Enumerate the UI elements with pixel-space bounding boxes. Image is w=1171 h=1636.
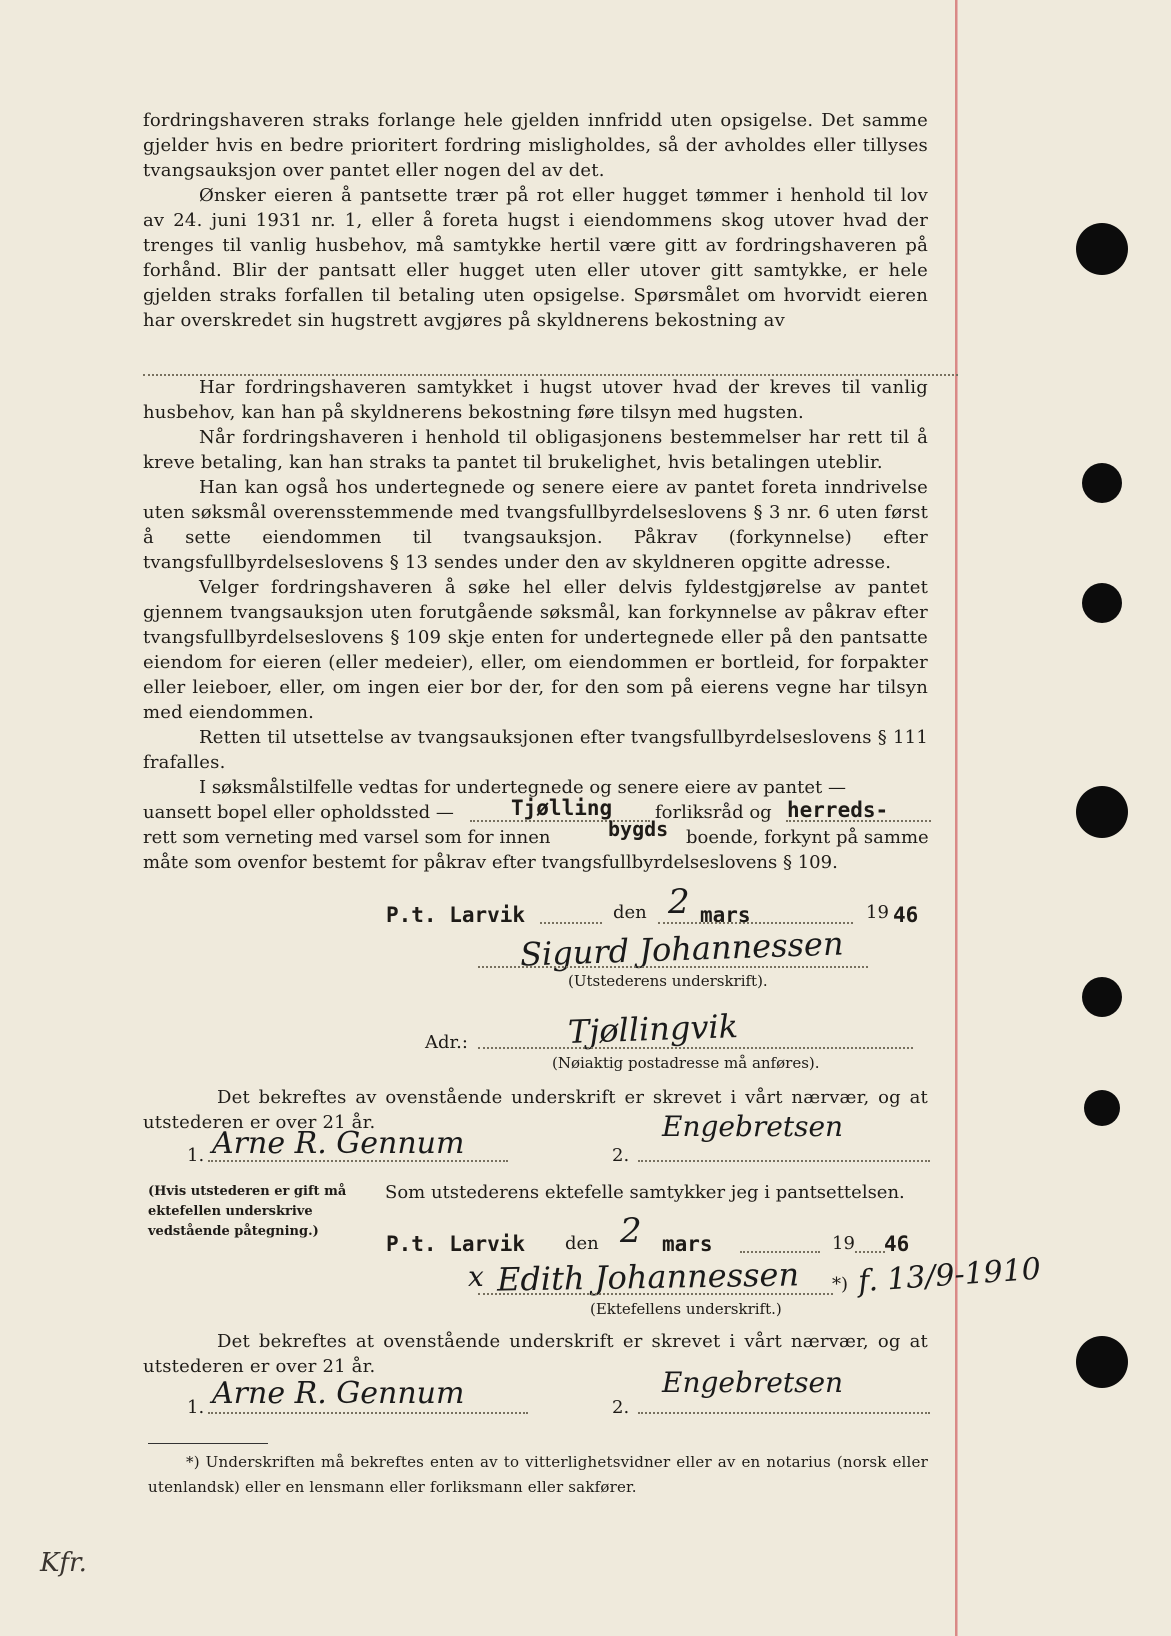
address-handwritten: Tjøllingvik bbox=[567, 1007, 739, 1051]
paragraph-2: Ønsker eieren å pantsette trær på rot eller hugget tømmer i henhold til lov av 24. juni 1931 nr. 1, eller å foreta hugst i eiendommens skog utover hvad der trenges til vanlig husbehov, må samtykke hertil være gitt av fordringshaveren på forhånd. Blir der pantsatt eller hugget uten eller utover gitt samtykke, er hele gjelden straks forfallen til betaling uten opsigelse. Spørsmålet om hvorvidt eieren har overskredet sin hugstrett avgjøres på skyldnerens bekostning av bbox=[143, 185, 928, 331]
dotted-rule-12 bbox=[478, 1293, 833, 1295]
stamp-bygds: bygds bbox=[608, 817, 669, 841]
witness-4-number: 2. bbox=[612, 1397, 630, 1418]
witness-1-signature: Arne R. Gennum bbox=[212, 1126, 465, 1161]
x-mark: x bbox=[468, 1260, 484, 1293]
paragraph-8-line-3a: rett som verneting med varsel som for innen bbox=[143, 827, 551, 848]
paragraph-8-line-2b: forliksråd og bbox=[655, 802, 772, 823]
footnote-rule bbox=[148, 1443, 268, 1444]
owner-signature: Sigurd Johannessen bbox=[519, 924, 845, 974]
witness-1-number: 1. bbox=[187, 1145, 205, 1166]
place-stamp-1: P.t. Larvik bbox=[386, 903, 526, 927]
dotted-rule-7 bbox=[478, 1047, 913, 1049]
punch-hole-3 bbox=[1082, 583, 1122, 623]
star-marker: *) bbox=[832, 1274, 849, 1295]
address-label: Adr.: bbox=[425, 1032, 468, 1053]
punch-hole-2 bbox=[1082, 463, 1122, 503]
paragraph-3: Har fordringshaveren samtykket i hugst utover hvad der kreves til vanlig husbehov, kan han på skyldnerens bekostning føre tilsyn med hugsten. bbox=[143, 377, 928, 423]
dotted-rule-9 bbox=[638, 1160, 930, 1162]
dotted-rule-5 bbox=[658, 922, 853, 924]
paragraph-8-line-1: I søksmålstilfelle vedtas for undertegnede og senere eiere av pantet — bbox=[199, 777, 846, 798]
margin-line bbox=[955, 0, 958, 1636]
paragraph-8-line-2a: uansett bopel eller opholdssted — bbox=[143, 802, 454, 823]
corner-initials: Kfr. bbox=[40, 1548, 87, 1578]
witness-3-signature: Arne R. Gennum bbox=[212, 1376, 465, 1411]
stamp-tjolling: Tjølling bbox=[511, 796, 613, 820]
dotted-rule-4 bbox=[540, 922, 602, 924]
dotted-rule-14 bbox=[638, 1412, 930, 1414]
dotted-rule-11 bbox=[855, 1251, 885, 1253]
year-stamp-1: 46 bbox=[893, 903, 919, 927]
month-stamp-1: mars bbox=[700, 903, 751, 927]
dotted-rule-6 bbox=[478, 966, 868, 968]
punch-hole-6 bbox=[1084, 1090, 1120, 1126]
spouse-birth-date: f. 13/9-1910 bbox=[857, 1251, 1042, 1300]
witness-2-signature: Engebretsen bbox=[662, 1110, 844, 1143]
owner-signature-label: (Utstederens underskrift). bbox=[568, 972, 768, 990]
punch-hole-5 bbox=[1082, 977, 1122, 1017]
spouse-consent-text: Som utstederens ektefelle samtykker jeg i pantsettelsen. bbox=[385, 1182, 905, 1203]
witness-2-number: 2. bbox=[612, 1145, 630, 1166]
paragraph-4: Når fordringshaveren i henhold til obligasjonens bestemmelser har rett til å kreve betaling, kan han straks ta pantet til brukelighet, hvis betalingen uteblir. bbox=[143, 427, 928, 473]
paragraph-8-line-3b: boende, forkynt på samme bbox=[686, 827, 929, 848]
year-stamp-2: 46 bbox=[884, 1232, 910, 1256]
address-note-label: (Nøiaktig postadresse må anføres). bbox=[552, 1054, 820, 1072]
day-handwritten-1: 2 bbox=[668, 882, 690, 922]
paragraph-5: Han kan også hos undertegnede og senere eiere av pantet foreta inndrivelse uten søksmål overensstemmende med tvangsfullbyrdelseslovens § 3 nr. 6 uten først å sette eiendommen til tvangsauksjon. Påkrav (forkynnelse) efter tvangsfullbyrdelseslovens § 13 sendes under den av skyldneren opgitte adresse. bbox=[143, 477, 928, 573]
day-handwritten-2: 2 bbox=[620, 1211, 642, 1251]
witness-4-signature: Engebretsen bbox=[662, 1366, 844, 1399]
dotted-rule-13 bbox=[208, 1412, 528, 1414]
confirm-paragraph-1: Det bekreftes av ovenstående underskrift er skrevet i vårt nærvær, og at utstederen er over 21 år. bbox=[143, 1087, 928, 1133]
den-label-2: den bbox=[565, 1233, 599, 1254]
spouse-signature-label: (Ektefellens underskrift.) bbox=[590, 1300, 782, 1318]
punch-hole-1 bbox=[1076, 223, 1128, 275]
place-stamp-2: P.t. Larvik bbox=[386, 1232, 526, 1256]
paragraph-8-line-4: måte som ovenfor bestemt for påkrav efter tvangsfullbyrdelseslovens § 109. bbox=[143, 852, 838, 873]
witness-3-number: 1. bbox=[187, 1397, 205, 1418]
punch-hole-4 bbox=[1076, 786, 1128, 838]
punch-hole-7 bbox=[1076, 1336, 1128, 1388]
paragraph-6: Velger fordringshaveren å søke hel eller delvis fyldestgjørelse av pantet gjennem tvangsauksjon uten forutgående søksmål, kan forkynnelse av påkrav efter tvangsfullbyrdelseslovens § 109 skje enten for undertegnede eller på den pantsatte eiendom for eieren (eller medeier), eller, om eiendommen er bortleid, for forpakter eller leieboer, eller, om ingen eier bor der, for den som på eierens vegne har tilsyn med eiendommen. bbox=[143, 577, 928, 723]
footnote: *) Underskriften må bekreftes enten av to vitterlighetsvidner eller av en notarius (norsk eller utenlandsk) eller en lensmann eller forliksmann eller sakfører. bbox=[148, 1453, 928, 1496]
confirm-paragraph-2: Det bekreftes at ovenstående underskrift er skrevet i vårt nærvær, og at utstederen er over 21 år. bbox=[143, 1331, 928, 1377]
dotted-rule-10 bbox=[740, 1251, 820, 1253]
paragraph-7: Retten til utsettelse av tvangsauksjonen efter tvangsfullbyrdelseslovens § 111 frafalles. bbox=[143, 727, 928, 773]
year-prefix-1: 19 bbox=[866, 902, 889, 923]
paragraph-1: fordringshaveren straks forlange hele gjelden innfridd uten opsigelse. Det samme gjelder hvis en bedre prioritert fordring misligholdes, så der avholdes eller tillyses tvangsauksjon over pantet eller nogen del av det. bbox=[143, 110, 928, 181]
den-label-1: den bbox=[613, 902, 647, 923]
spouse-signature: Edith Johannessen bbox=[496, 1255, 800, 1299]
spouse-side-note: (Hvis utstederen er gift må ektefellen underskrive vedstående påtegning.) bbox=[148, 1184, 347, 1239]
stamp-herreds: herreds- bbox=[787, 798, 889, 822]
year-prefix-2: 19 bbox=[832, 1233, 855, 1254]
month-stamp-2: mars bbox=[662, 1232, 713, 1256]
dotted-rule-8 bbox=[208, 1160, 508, 1162]
